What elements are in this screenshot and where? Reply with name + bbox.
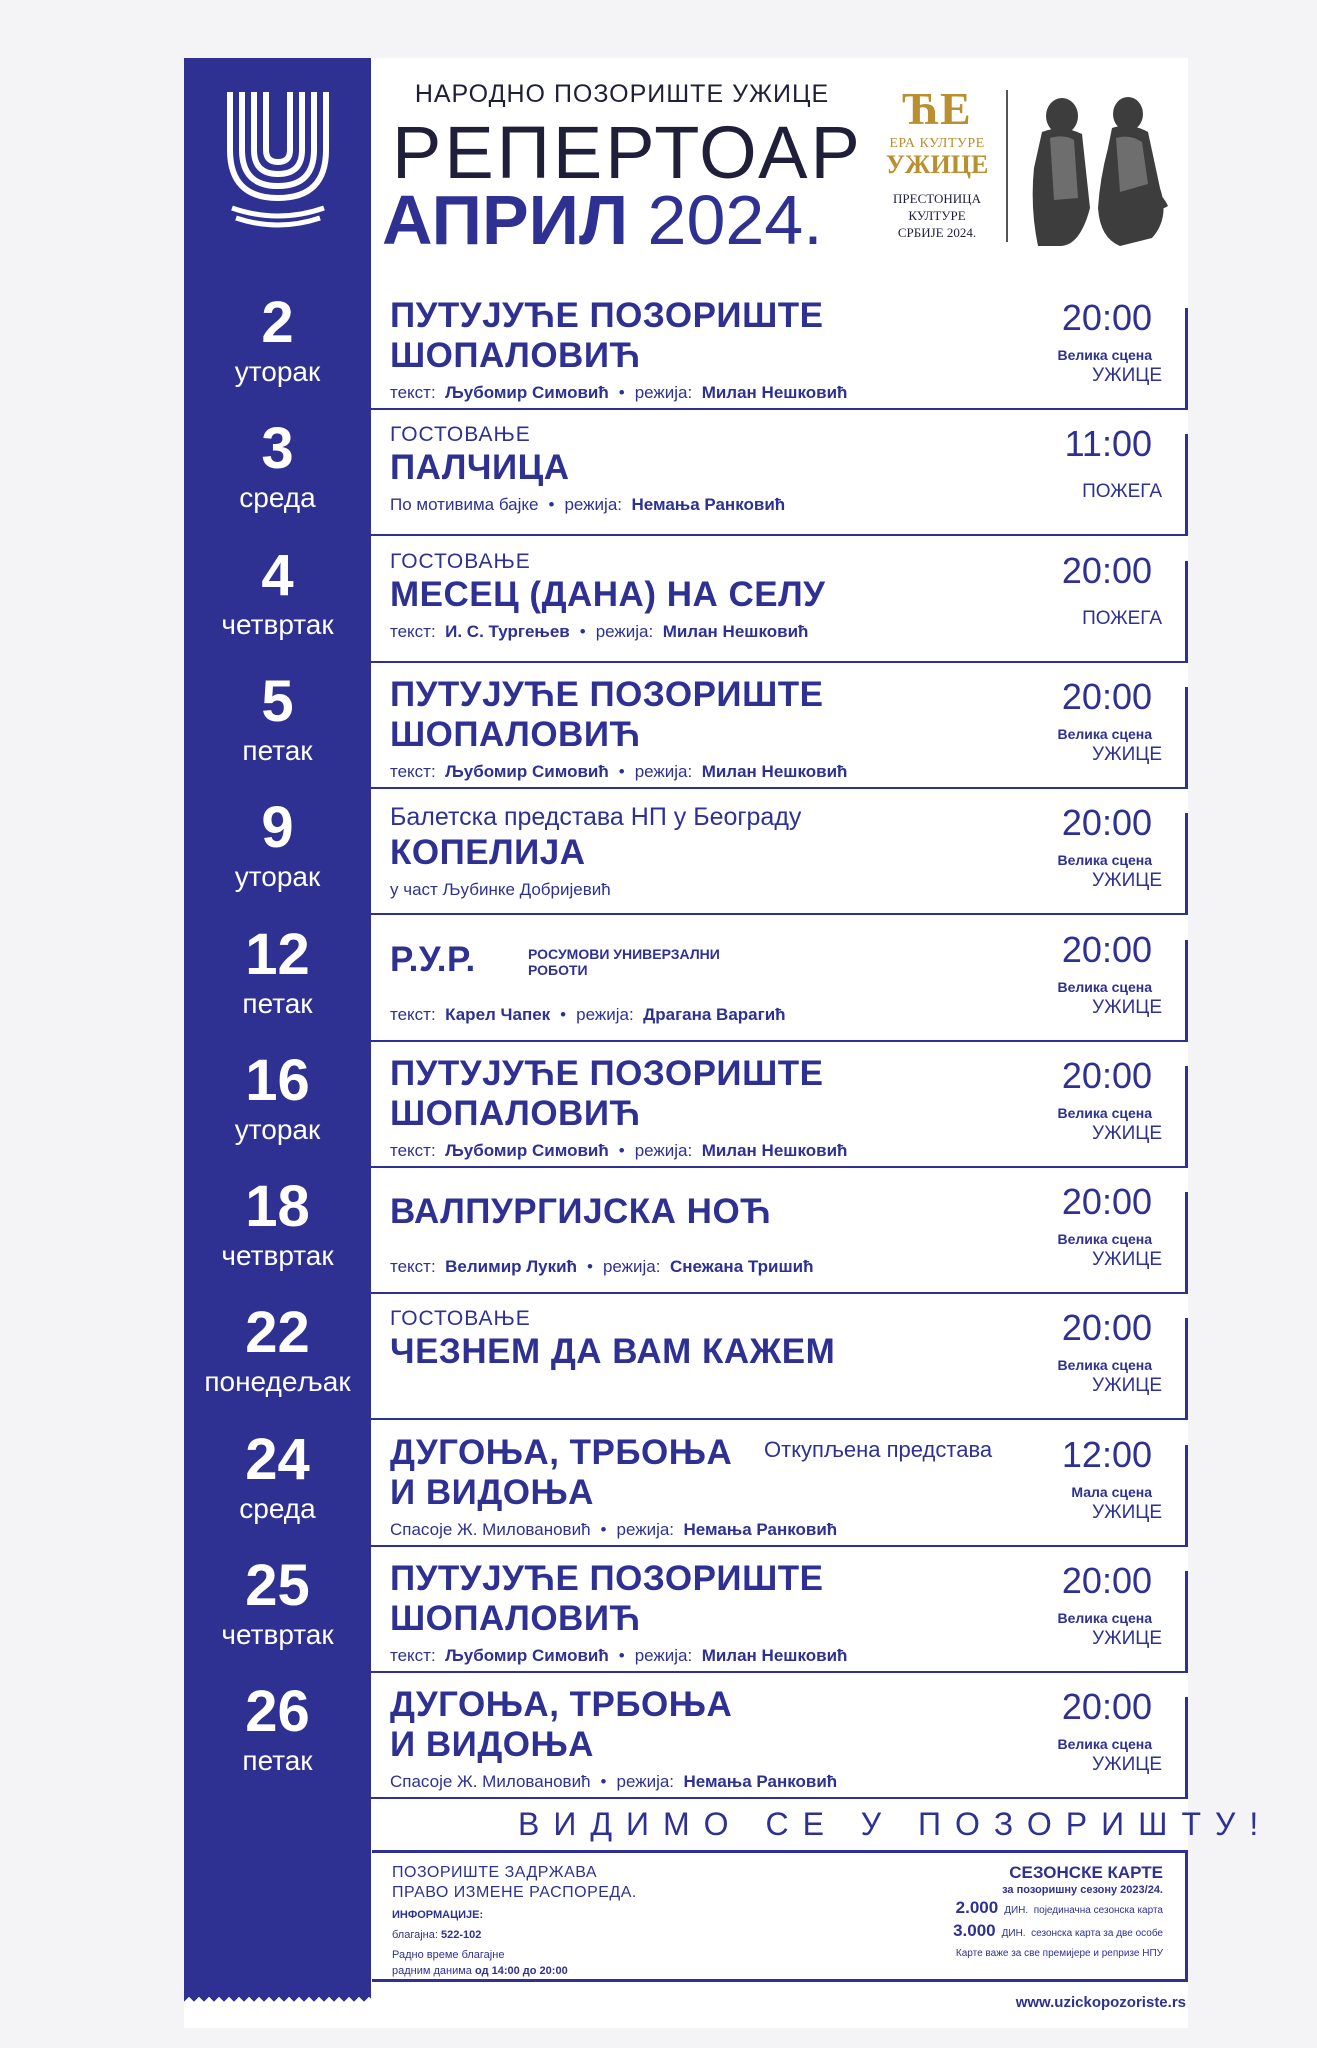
credit-value: И. С. Тургењев (445, 621, 570, 641)
date-number: 4 (261, 542, 294, 608)
schedule-row (184, 1168, 1188, 1294)
event-info (390, 296, 1010, 404)
date-number: 24 (245, 1426, 310, 1492)
notice-line2: ПРАВО ИЗМЕНЕ РАСПОРЕДА. (392, 1884, 637, 1901)
event-city: УЖИЦЕ (1092, 1501, 1162, 1523)
box-office-label: благајна: (392, 1929, 438, 1941)
credit-separator: • (560, 1004, 567, 1024)
date-weekday: среда (239, 482, 316, 514)
event-credits (390, 1519, 1010, 1541)
event-date (184, 1047, 371, 1146)
price-single-value: 2.000 (955, 1898, 999, 1917)
event-info (390, 1685, 1010, 1793)
event-date (184, 418, 371, 514)
theatre-logo-icon (222, 88, 334, 230)
event-date (184, 668, 371, 767)
schedule-row (184, 284, 1188, 410)
event-subtitle-line1: РОСУМОВИ УНИВЕРЗАЛНИ (528, 945, 720, 962)
event-date (184, 1302, 371, 1398)
credit-separator: • (618, 761, 625, 781)
statue-image (1020, 88, 1178, 246)
date-number: 18 (245, 1174, 310, 1240)
date-number: 25 (245, 1553, 310, 1618)
box-office-phone: 522-102 (441, 1929, 482, 1941)
event-city: УЖИЦЕ (1092, 365, 1162, 386)
date-weekday: четвртак (221, 1240, 334, 1272)
event-title-line2: И ВИДОЊА (390, 1472, 594, 1512)
event-time: 20:00 (1061, 675, 1152, 717)
schedule-row (184, 1421, 1188, 1547)
director-label: режија: (616, 1519, 675, 1539)
event-when (1010, 677, 1170, 767)
event-title: МЕСЕЦ (ДАНА) НА СЕЛУ (390, 574, 826, 614)
event-credits (390, 1771, 1010, 1793)
era-caption-line3: СРБИЈЕ 2024. (897, 225, 977, 240)
event-when (1010, 424, 1170, 504)
credit-label: у част Љубинке Добријевић (390, 880, 611, 900)
director-label: режија: (595, 621, 654, 641)
director-label: режија: (616, 1772, 675, 1792)
row-right-border (1185, 434, 1188, 536)
event-date (184, 797, 371, 893)
event-note: Откупљена представа (764, 1436, 993, 1462)
row-right-border (1185, 1066, 1188, 1168)
event-time: 20:00 (1061, 1560, 1152, 1601)
row-right-border (1185, 1697, 1188, 1799)
event-title: ВАЛПУРГИЈСКА НОЋ (390, 1192, 772, 1232)
date-number: 22 (245, 1300, 310, 1366)
director-value: Милан Нешковић (662, 621, 809, 641)
date-weekday: четвртак (221, 608, 334, 640)
director-value: Немања Ранковић (683, 1772, 838, 1792)
price-double-unit: ДИН. (1001, 1928, 1026, 1939)
hours-line1: Радно време благајне (392, 1949, 505, 1961)
repertoire-title: РЕПЕРТОАР (392, 111, 863, 194)
event-when (1010, 1056, 1170, 1146)
schedule-row (184, 537, 1188, 663)
event-title: ДУГОЊА, ТРБОЊА (390, 1685, 733, 1725)
date-weekday: петак (242, 987, 313, 1019)
director-label: режија: (634, 1646, 693, 1665)
credit-value: Љубомир Симовић (445, 383, 609, 402)
event-stage: Велика сцена (1057, 1610, 1152, 1626)
tickets-note: Карте важе за све премијере и репризе НПУ (955, 1948, 1163, 1959)
date-weekday: петак (242, 1745, 313, 1777)
event-when (1010, 551, 1170, 631)
spacer (390, 1372, 1010, 1382)
date-weekday: среда (239, 1492, 316, 1524)
event-stage: Велика сцена (1057, 1736, 1152, 1753)
schedule-row (184, 663, 1188, 789)
event-pretitle: ГОСТОВАЊЕ (390, 423, 531, 447)
date-weekday: уторак (234, 861, 321, 893)
schedule-row (184, 916, 1188, 1042)
event-info (390, 1559, 1010, 1667)
schedule-row (184, 1547, 1188, 1673)
credit-label: Спасоје Ж. Миловановић (390, 1772, 591, 1792)
credit-separator: • (579, 621, 586, 641)
event-info (390, 1180, 1010, 1278)
season-tickets (863, 1863, 1163, 1961)
date-band-edge (184, 1990, 371, 2004)
credit-value: Велимир Лукић (445, 1257, 577, 1277)
price-single (863, 1897, 1163, 1922)
date-weekday: уторак (234, 1113, 321, 1145)
event-time: 20:00 (1061, 1686, 1152, 1728)
event-credits (390, 382, 1010, 404)
event-when (1010, 930, 1170, 1020)
event-title: ЧЕЗНЕМ ДА ВАМ КАЖЕМ (390, 1332, 836, 1372)
date-number: 2 (261, 290, 294, 355)
event-credits (390, 1645, 1010, 1667)
credit-separator: • (548, 495, 555, 515)
credit-separator: • (618, 1140, 625, 1160)
credit-separator: • (600, 1772, 607, 1792)
event-title: ДУГОЊА, ТРБОЊА (390, 1432, 733, 1472)
event-info (390, 928, 1010, 1026)
director-value: Милан Нешковић (701, 383, 848, 402)
era-line2: УЖИЦЕ (885, 150, 989, 179)
event-stage: Велика сцена (1057, 725, 1152, 742)
event-info (390, 1054, 1010, 1162)
event-credits (390, 1256, 1010, 1278)
director-value: Немања Ранковић (631, 495, 786, 515)
event-stage: Велика сцена (1057, 347, 1152, 363)
event-title-line2: ШОПАЛОВИЋ (390, 714, 641, 754)
price-double-value: 3.000 (953, 1921, 996, 1940)
price-single-unit: ДИН. (1004, 1905, 1029, 1916)
event-credits (390, 761, 1010, 783)
event-stage: Велика сцена (1057, 1357, 1152, 1374)
date-number: 16 (245, 1047, 310, 1113)
spacer (1010, 464, 1170, 480)
credit-value: Љубомир Симовић (445, 1646, 609, 1665)
event-date (184, 1426, 371, 1525)
hours-value: од 14:00 до 20:00 (475, 1965, 568, 1977)
director-label: режија: (634, 1140, 693, 1160)
event-stage: Велика сцена (1057, 1104, 1152, 1121)
director-label: режија: (634, 761, 693, 781)
era-caption-line1: ПРЕСТОНИЦА (893, 191, 981, 206)
event-when (1010, 803, 1170, 893)
credit-label: текст: (390, 1257, 436, 1277)
credit-separator: • (586, 1257, 593, 1277)
spacer (390, 980, 1010, 998)
event-when (1010, 1687, 1170, 1777)
row-right-border (1185, 1445, 1188, 1547)
info-label-text: ИНФОРМАЦИЈЕ: (392, 1909, 484, 1921)
event-city: УЖИЦЕ (1092, 870, 1162, 892)
footer-box (372, 1850, 1188, 1982)
event-title: Р.У.Р. (390, 939, 476, 979)
event-time: 11:00 (1064, 423, 1152, 465)
event-title: ПУТУЈУЋЕ ПОЗОРИШТЕ (390, 674, 824, 714)
date-number: 9 (261, 795, 294, 861)
director-value: Милан Нешковић (701, 761, 848, 781)
credit-value: Љубомир Симовић (445, 761, 609, 781)
era-caption-line2: КУЛТУРЕ (908, 208, 966, 223)
director-label: режија: (602, 1257, 661, 1277)
month: АПРИЛ (382, 181, 629, 259)
director-value: Драгана Варагић (643, 1004, 786, 1024)
event-stage: Велика сцена (1057, 1231, 1152, 1248)
spacer (390, 928, 1010, 940)
event-time: 20:00 (1061, 802, 1152, 844)
credit-label: текст: (390, 1140, 436, 1160)
price-single-desc: појединачна сезонска карта (1033, 1905, 1163, 1916)
event-when (1010, 1561, 1170, 1651)
event-credits (390, 879, 1010, 901)
event-time: 20:00 (1061, 549, 1152, 591)
event-credits (390, 1004, 1010, 1026)
event-date (184, 1176, 371, 1272)
event-time: 12:00 (1061, 1433, 1152, 1475)
event-time: 20:00 (1061, 1054, 1152, 1096)
row-right-border (1185, 940, 1188, 1042)
director-value: Милан Нешковић (701, 1646, 848, 1665)
event-city: УЖИЦЕ (1092, 1375, 1162, 1397)
event-city: УЖИЦЕ (1092, 743, 1162, 765)
schedule-row (184, 1673, 1188, 1799)
hours-label: радним данима (392, 1965, 472, 1977)
era-mark-icon: ЋЕ (903, 83, 971, 134)
row-right-border (1185, 813, 1188, 915)
date-weekday: четвртак (221, 1619, 334, 1650)
row-right-border (1185, 1318, 1188, 1420)
header-divider (1006, 90, 1008, 242)
date-number: 3 (261, 416, 294, 482)
director-label: режија: (634, 383, 693, 402)
event-title-line2: ШОПАЛОВИЋ (390, 336, 641, 375)
price-double (863, 1922, 1163, 1943)
event-info (390, 801, 1010, 901)
credit-label: текст: (390, 1004, 436, 1024)
event-time: 20:00 (1061, 1181, 1152, 1223)
credit-separator: • (618, 1646, 625, 1665)
website-link[interactable]: www.uzickopozoriste.rs (1015, 1994, 1186, 2011)
event-stage: Велика сцена (1057, 978, 1152, 995)
event-title: ПАЛЧИЦА (390, 448, 570, 488)
event-stage: Мала сцена (1071, 1483, 1152, 1500)
row-right-border (1185, 561, 1188, 663)
spacer (390, 1232, 1010, 1250)
event-info (390, 549, 1010, 643)
price-double-desc: сезонска карта за две особе (1031, 1928, 1163, 1939)
row-divider (184, 1797, 1188, 1799)
footer-info (392, 1863, 692, 1979)
era-line1: ЕРА КУЛТУРЕ (889, 136, 985, 151)
event-time: 20:00 (1061, 297, 1152, 338)
credit-separator: • (600, 1519, 607, 1539)
event-pretitle: Балетска представа НП у Београду (390, 803, 802, 832)
event-time: 20:00 (1061, 1307, 1152, 1349)
director-value: Снежана Тришић (669, 1257, 814, 1277)
event-when (1010, 298, 1170, 388)
event-credits (390, 494, 1010, 516)
event-info (390, 675, 1010, 783)
spacer (1010, 591, 1170, 607)
credit-value: Карел Чапек (445, 1004, 551, 1024)
schedule-row (184, 1042, 1188, 1168)
era-caption (882, 190, 992, 241)
event-city: УЖИЦЕ (1092, 996, 1162, 1018)
hours-line2 (392, 1963, 692, 1979)
event-city: УЖИЦЕ (1092, 1122, 1162, 1144)
schedule-row (184, 789, 1188, 915)
event-when (1010, 1435, 1170, 1525)
event-city: УЖИЦЕ (1092, 1628, 1162, 1649)
month-year (382, 182, 823, 258)
event-date (184, 1681, 371, 1777)
schedule-row (184, 1294, 1188, 1420)
date-weekday: петак (242, 734, 313, 766)
date-number: 12 (245, 921, 310, 987)
director-label: режија: (576, 1004, 634, 1024)
spacer (390, 1180, 1010, 1192)
event-date (184, 1555, 371, 1651)
row-right-border (1185, 1571, 1188, 1673)
row-right-border (1185, 308, 1188, 410)
director-value: Немања Ранковић (683, 1519, 838, 1539)
event-title-line2: ШОПАЛОВИЋ (390, 1093, 641, 1133)
date-number: 26 (245, 1679, 310, 1745)
event-date (184, 542, 371, 641)
credit-separator: • (618, 383, 625, 402)
director-value: Милан Нешковић (701, 1140, 848, 1160)
notice-line1: ПОЗОРИШТЕ ЗАДРЖАВА (392, 1864, 598, 1881)
date-weekday: понедељак (204, 1366, 351, 1398)
schedule-row (184, 410, 1188, 536)
event-pretitle: ГОСТОВАЊЕ (390, 549, 531, 573)
era-kulture-logo (882, 83, 992, 241)
event-info (390, 1306, 1010, 1382)
event-title: ПУТУЈУЋЕ ПОЗОРИШТЕ (390, 1559, 824, 1598)
event-title-line2: И ВИДОЊА (390, 1725, 594, 1765)
event-date (184, 921, 371, 1020)
credit-label: текст: (390, 1646, 436, 1665)
tickets-title: СЕЗОНСКЕ КАРТЕ (1009, 1863, 1163, 1882)
credit-label: текст: (390, 383, 436, 402)
event-city: УЖИЦЕ (1092, 1249, 1162, 1271)
box-office (392, 1927, 692, 1943)
event-credits (390, 1140, 1010, 1162)
info-label (392, 1907, 692, 1923)
director-label: режија: (564, 495, 623, 515)
event-time: 20:00 (1061, 928, 1152, 970)
credit-label: Спасоје Ж. Миловановић (390, 1519, 591, 1539)
date-number: 5 (261, 668, 294, 734)
row-right-border (1185, 687, 1188, 789)
event-credits (390, 621, 1010, 643)
credit-label: текст: (390, 621, 436, 641)
event-date (184, 292, 371, 388)
tickets-subtitle: за позоришну сезону 2023/24. (1002, 1884, 1163, 1896)
event-title: КОПЕЛИЈА (390, 833, 586, 873)
event-title: ПУТУЈУЋЕ ПОЗОРИШТЕ (390, 296, 824, 335)
event-when (1010, 1308, 1170, 1398)
event-city: ПОЖЕГА (1082, 607, 1162, 629)
slogan: ВИДИМО СЕ У ПОЗОРИШТУ! (518, 1806, 1273, 1842)
event-city: ПОЖЕГА (1082, 481, 1162, 503)
event-info (390, 422, 1010, 516)
year: 2024. (647, 181, 823, 259)
credit-label: По мотивима бајке (390, 495, 539, 515)
event-title: ПУТУЈУЋЕ ПОЗОРИШТЕ (390, 1053, 824, 1093)
event-subtitle-line2: РОБОТИ (528, 961, 588, 978)
event-title-line2: ШОПАЛОВИЋ (390, 1599, 641, 1638)
event-when (1010, 1182, 1170, 1272)
date-weekday: уторак (234, 356, 321, 387)
event-stage: Велика сцена (1057, 852, 1152, 869)
credit-value: Љубомир Симовић (445, 1140, 609, 1160)
event-city: УЖИЦЕ (1092, 1754, 1162, 1776)
event-pretitle: ГОСТОВАЊЕ (390, 1307, 531, 1331)
row-right-border (1185, 1192, 1188, 1294)
credit-label: текст: (390, 761, 436, 781)
event-subtitle (528, 946, 720, 978)
theatre-name: НАРОДНО ПОЗОРИШТЕ УЖИЦЕ (414, 80, 830, 108)
